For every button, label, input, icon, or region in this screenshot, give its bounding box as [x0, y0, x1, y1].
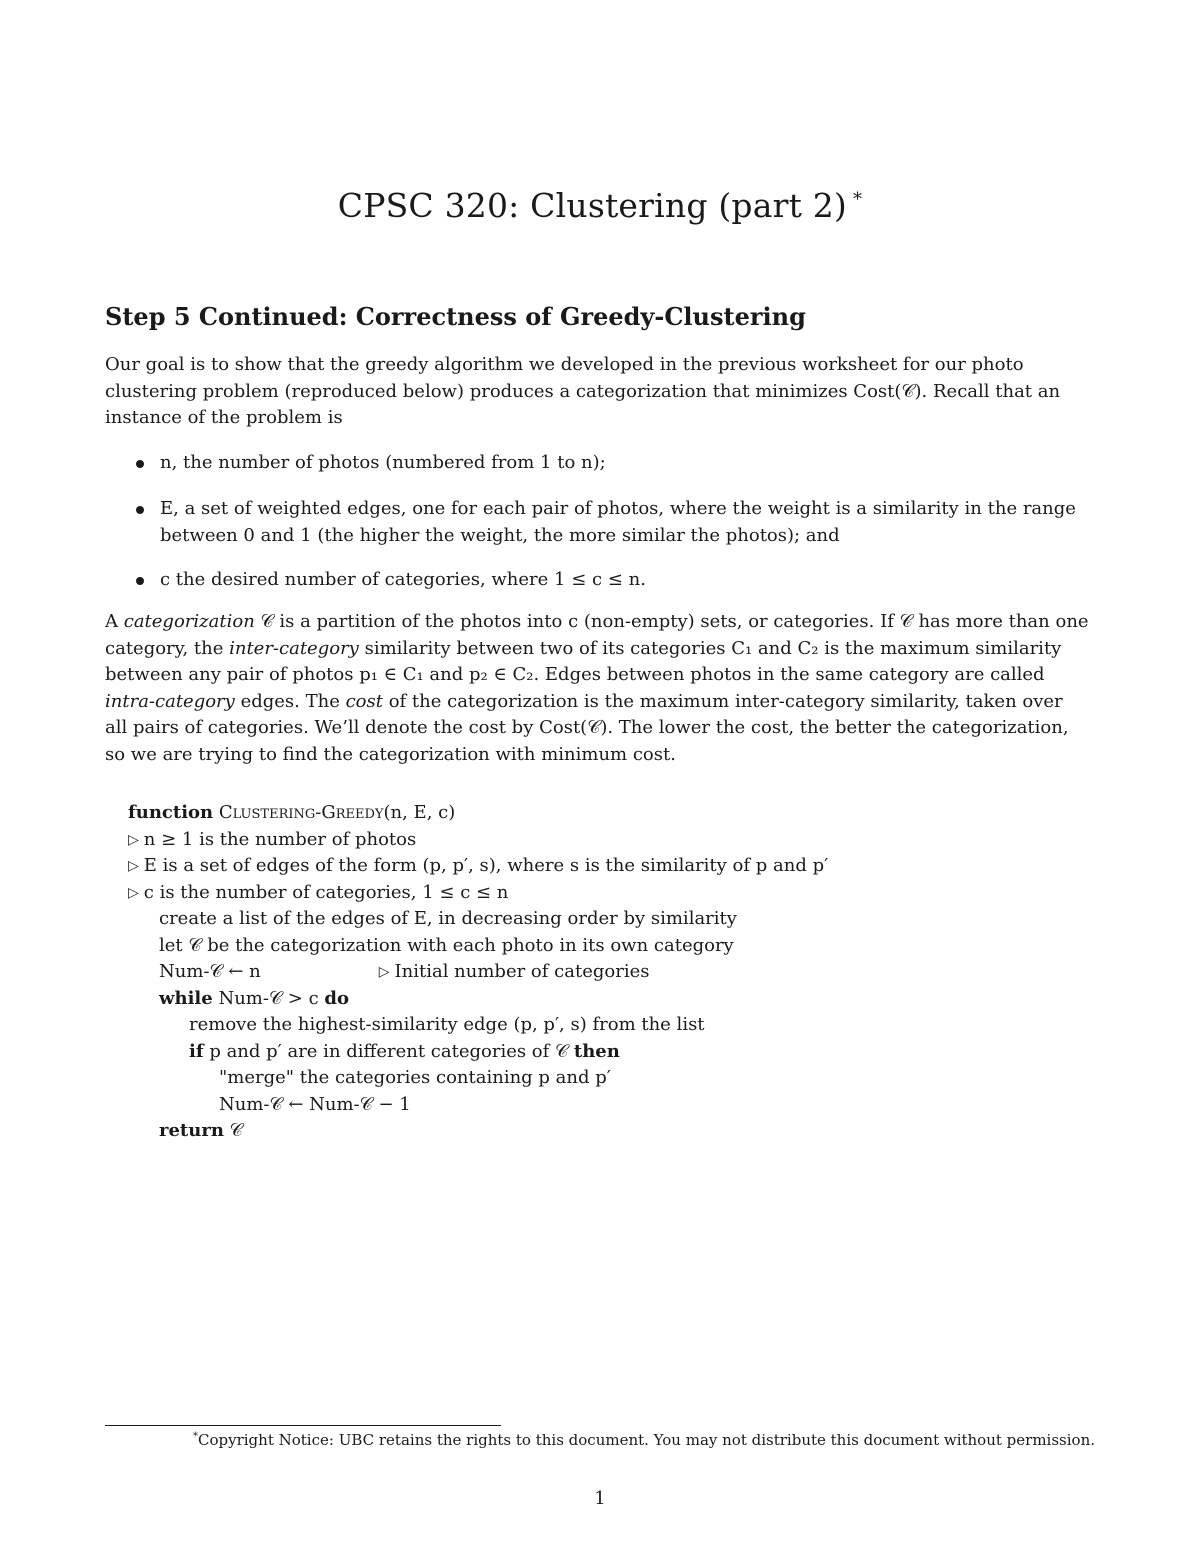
comment-triangle-icon: ▷: [128, 884, 139, 901]
page-number: 1: [594, 1488, 606, 1509]
algo-header: [128, 800, 1028, 827]
bullet-icon: [136, 506, 144, 514]
algorithm-pseudocode: [128, 800, 1028, 1145]
algo-step-merge: "merge" the categories containing p and p′: [219, 1067, 611, 1088]
comment-triangle-icon: ▷: [378, 964, 390, 980]
keyword-then: then: [573, 1040, 620, 1062]
comment-triangle-icon: ▷: [128, 858, 139, 874]
algo-step-init: let 𝒞 be the categorization with each photo in its own category: [159, 934, 734, 956]
definition-line: intra-category edges. The cost of the categorization is the maximum inter-category similarity, taken over: [105, 690, 1063, 712]
keyword-while: while: [159, 987, 213, 1009]
term-categorization: categorization: [123, 611, 255, 632]
keyword-do: do: [324, 987, 350, 1009]
bullet-icon: [136, 460, 144, 468]
keyword-return: return: [159, 1120, 224, 1141]
copyright-footnote: *Copyright Notice: UBC retains the rights to this document. You may not distribute this document without permission.: [193, 1431, 1095, 1449]
definition-line: all pairs of categories. We’ll denote the cost by Cost(𝒞). The lower the cost, the better the categorization,: [105, 717, 1069, 738]
intro-line: instance of the problem is: [105, 407, 343, 428]
intro-line: Our goal is to show that the greedy algorithm we developed in the previous worksheet for our photo: [105, 354, 1024, 375]
comment-triangle-icon: ▷: [128, 831, 139, 848]
intro-line: clustering problem (reproduced below) produces a categorization that minimizes Cost(𝒞). Recall that an: [105, 380, 1061, 402]
title-footnote-mark: *: [853, 189, 863, 210]
bullet-icon: [136, 577, 144, 585]
definition-line: between any pair of photos p₁ ∈ C₁ and p₂ ∈ C₂. Edges between photos in the same category are called: [105, 664, 1045, 685]
algo-step-sort: create a list of the edges of E, in decreasing order by similarity: [159, 908, 737, 929]
algo-while: while Num-𝒞 > c do: [159, 987, 350, 1009]
section-heading: Step 5 Continued: Correctness of Greedy-Clustering: [105, 302, 806, 331]
algorithm-name: Clustering-Greedy: [218, 802, 384, 823]
algo-step-decrement: Num-𝒞 ← Num-𝒞 − 1: [219, 1093, 411, 1115]
term-intra-category: intra-category: [105, 690, 235, 712]
footnote-divider: [105, 1425, 501, 1426]
algo-step-num-init: Num-𝒞 ← n ▷ Initial number of categories: [159, 961, 650, 982]
bullet-text: c the desired number of categories, where 1 ≤ c ≤ n.: [160, 569, 646, 590]
algorithm-params: (n, E, c): [383, 802, 456, 823]
definition-line: so we are trying to find the categorization with minimum cost.: [105, 743, 676, 765]
footnote-mark: *: [193, 1431, 198, 1442]
bullet-text: between 0 and 1 (the higher the weight, the more similar the photos); and: [160, 524, 840, 546]
bullet-text: E, a set of weighted edges, one for each pair of photos, where the weight is a similarity in the range: [160, 498, 1076, 519]
keyword-function: function: [128, 802, 214, 823]
algo-step-remove: remove the highest-similarity edge (p, p′, s) from the list: [189, 1014, 705, 1035]
algo-return: return 𝒞: [159, 1120, 243, 1141]
bullet-text: n, the number of photos (numbered from 1 to n);: [160, 452, 606, 473]
page-title: CPSC 320: Clustering (part 2) *: [337, 186, 863, 225]
algo-comment: ▷ n ≥ 1 is the number of photos: [128, 828, 417, 850]
algo-comment: ▷ c is the number of categories, 1 ≤ c ≤ n: [128, 881, 509, 903]
algo-comment: ▷ E is a set of edges of the form (p, p′, s), where s is the similarity of p and p′: [128, 855, 829, 876]
keyword-if: if: [189, 1040, 204, 1062]
term-inter-category: inter-category: [229, 637, 359, 659]
intro-paragraph: [105, 352, 1095, 432]
definition-line: A categorization 𝒞 is a partition of the photos into c (non-empty) sets, or categories. If 𝒞 has more than one: [105, 611, 1089, 632]
definition-paragraph: [105, 609, 1095, 768]
term-cost: cost: [345, 690, 383, 712]
algo-if: if p and p′ are in different categories of 𝒞 then: [189, 1040, 620, 1062]
definition-line: category, the inter-category similarity between two of its categories C₁ and C₂ is the maximum similarity: [105, 637, 1062, 659]
